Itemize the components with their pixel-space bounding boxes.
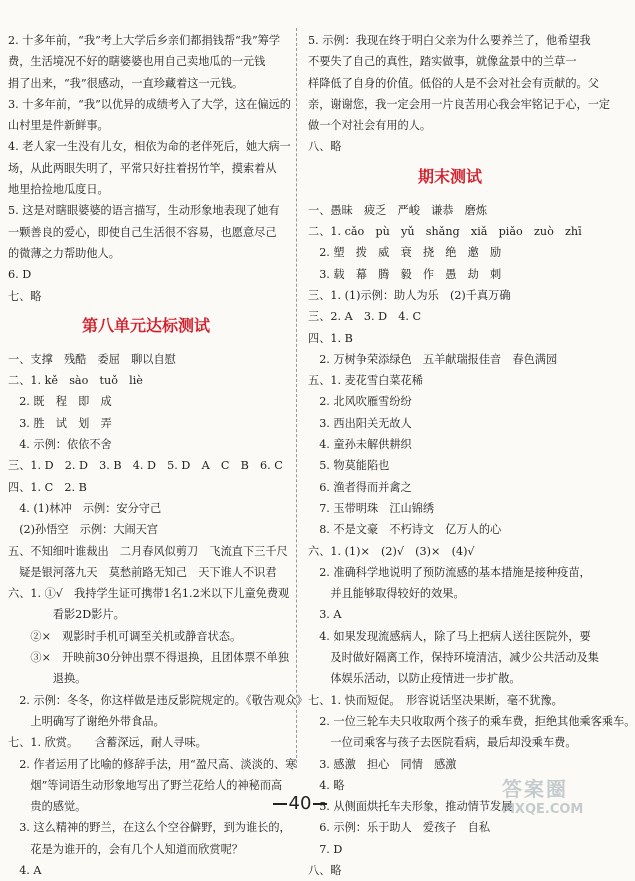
- answer-line: 亲，谢谢您，我一定会用一片良苦用心我会牢铭记于心，一定: [308, 97, 611, 111]
- answer-line: 并且能够取得较好的效果。: [308, 587, 465, 601]
- answer-line: 5. 这是对瞎眼婆婆的语言描写，生动形象地表现了她有: [8, 204, 280, 218]
- left-section-answers: [8, 30, 291, 307]
- answer-line: 4. 略: [308, 778, 345, 792]
- answer-line: 八、略: [308, 863, 342, 877]
- answer-line: 4. (1)林冲 示例：安分守己: [8, 501, 162, 515]
- right-column: [308, 30, 635, 881]
- answer-line: 6. 渔者得而并禽之: [308, 480, 412, 494]
- answer-line: 7. D: [308, 842, 343, 856]
- answer-line: ③× 开映前30分钟出票不得退换，且团体票不单独: [8, 651, 289, 665]
- answer-line: 看影2D影片。: [8, 608, 125, 622]
- answer-line: 捐了出来，“我”很感动，一直珍藏着这一元钱。: [8, 76, 244, 90]
- answer-line: 体娱乐活动，以防止疫情进一步扩散。: [308, 672, 521, 686]
- answer-line: 场，从此两眼失明了，平常只好拄着拐竹竿，摸索着从: [8, 161, 277, 175]
- answer-line: 2. 示例：冬冬，你这样做是违反影院规定的。《敬告观众》: [8, 693, 308, 707]
- answer-line: 4. 童孙未解供耕织: [308, 438, 412, 452]
- answer-line: 二、1. kě sào tuǒ liè: [8, 374, 143, 388]
- answer-line: 3. A: [308, 608, 342, 622]
- answer-line: 7. 玉带明珠 江山锦绣: [308, 501, 435, 515]
- answer-line: 六、1. (1)× (2)√ (3)× (4)√: [308, 544, 475, 558]
- answer-line: 3. 十多年前，“我”以优异的成绩考入了大学，这在偏远的: [8, 97, 291, 111]
- answer-line: 地里拾捡地瓜度日。: [8, 183, 109, 197]
- answer-line: 的微薄之力帮助他人。: [8, 246, 120, 260]
- answer-line: 做一个对社会有用的人。: [308, 119, 432, 133]
- answer-line: 六、1. ①√ 我持学生证可携带1名1.2米以下儿童免费观: [8, 587, 290, 601]
- answer-line: 上明确写了谢绝外带食品。: [8, 714, 165, 728]
- answer-line: 2. 既 程 即 成: [8, 395, 112, 409]
- answer-line: 八、略: [308, 140, 342, 154]
- watermark-bottom: MXQE.COM: [502, 802, 584, 817]
- answer-line: 3. 西出阳关无故人: [308, 416, 412, 430]
- answer-line: 四、1. B: [308, 331, 353, 345]
- unit-eight-title: 第八单元达标测试: [81, 315, 210, 335]
- answer-line: 一、支撑 残酷 委屈 聊以自慰: [8, 352, 176, 366]
- answer-line: 2. 塑 拨 威 衰 挠 绝 邀 励: [308, 246, 502, 260]
- answer-line: 花是为谁开的，会有几个人知道而欣赏呢？: [8, 842, 243, 856]
- answer-line: 三、2. A 3. D 4. C: [308, 310, 422, 324]
- answer-line: 6. D: [8, 268, 32, 282]
- answer-line: 及时做好隔离工作，保持环境清洁，减少公共活动及集: [308, 651, 599, 665]
- answer-line: 5. 示例：我现在终于明白父亲为什么要养兰了，他希望我: [308, 34, 591, 47]
- answer-line: 3. 感激 担心 同情 感激: [308, 757, 457, 771]
- answer-line: 8. 不是文豪 不朽诗文 亿万人的心: [308, 523, 502, 537]
- watermark-logo: [502, 773, 592, 823]
- answer-line: 五、不知细叶谁裁出 二月春风似剪刀 飞流直下三千尺: [8, 544, 288, 558]
- answer-line: 2. 作者运用了比喻的修辞手法，用“盈尺高、淡淡的、寒: [8, 757, 297, 771]
- answer-line: 七、1. 欣赏。 含蓄深远，耐人寻味。: [8, 736, 207, 750]
- answer-line: 费，生活境况不好的瞎婆婆也用自己卖地瓜的一元钱: [8, 55, 266, 69]
- answer-line: 二、1. cǎo pù yǔ shǎng xiǎ piǎo zuò zhī: [308, 225, 582, 239]
- answer-line: 3. 这么精神的野兰，在这么个空谷僻野，到为谁长的，: [8, 821, 291, 835]
- answer-line: 样降低了自身的价值。低俗的人是不会对社会有贡献的。父: [308, 76, 599, 90]
- answer-line: 4. A: [8, 863, 42, 877]
- answer-line: 不要失了自己的真性，踏实做事，就像盆景中的兰草一: [308, 55, 577, 69]
- answer-line: 七、1. 快而短促。 形容说话坚决果断，毫不犹豫。: [308, 693, 563, 707]
- watermark-top: 答案圈: [502, 777, 568, 801]
- answer-line: 七、略: [8, 289, 42, 303]
- answer-line: (2)孙悟空 示例：大闹天宫: [8, 523, 159, 537]
- answer-line: 退换。: [8, 672, 87, 686]
- answer-line: 2. 万树争荣添绿色 五羊献瑞报佳音 春色满园: [308, 352, 558, 366]
- answer-line: 三、1. D 2. D 3. B 4. D 5. D A C B 6. C: [8, 459, 283, 473]
- answer-line: ②× 观影时手机可调至关机或静音状态。: [8, 629, 242, 643]
- answer-line: 四、1. C 2. B: [8, 480, 87, 494]
- final-test-title: 期末测试: [417, 166, 482, 186]
- answer-line: 4. 如果发现流感病人，除了马上把病人送往医院外，要: [308, 629, 591, 643]
- answer-line: 2. 十多年前，“我”考上大学后乡亲们都捐钱帮“我”筹学: [8, 34, 281, 47]
- answer-line: 4. 老人家一生没有儿女，相依为命的老伴死后，她大病一: [8, 140, 291, 154]
- answer-line: 五、1. 麦花雪白菜花稀: [308, 374, 423, 388]
- answer-line: 一位司乘客与孩子去医院看病，最后却没乘车费。: [308, 736, 577, 750]
- answer-line: 2. 北风吹雁雪纷纷: [308, 395, 412, 409]
- answer-line: 一颗善良的爱心，即使自己生活很不容易，也愿意尽己: [8, 225, 277, 239]
- answer-line: 6. 示例：乐于助人 爱孩子 自私: [308, 821, 491, 835]
- answer-line: 疑是银河落九天 莫愁前路无知己 天下谁人不识君: [8, 565, 277, 579]
- answer-line: 山村里是件新鲜事。: [8, 119, 109, 133]
- answer-line: 4. 示例：依依不舍: [8, 438, 112, 452]
- page-number: 40: [0, 793, 600, 814]
- column-divider: [296, 28, 297, 768]
- answer-line: 烟”等词语生动形象地写出了野兰花给人的神秘而高: [8, 778, 283, 792]
- answer-line: 5. 从侧面烘托车夫形象，推动情节发展: [308, 800, 513, 814]
- answer-line: 2. 一位三轮车夫只收取两个孩子的乘车费，拒绝其他乘客乘车。: [308, 714, 635, 728]
- right-section-answers: [308, 30, 611, 158]
- answer-line: 3. 胜 试 划 弄: [8, 416, 112, 430]
- answer-line: 3. 载 幕 腾 毅 作 愚 劫 刺: [308, 267, 502, 281]
- answer-line: 一、愚昧 疲乏 严峻 谦恭 磨炼: [308, 203, 488, 217]
- answer-line: 贵的感觉。: [8, 800, 87, 814]
- answer-line: 三、1. (1)示例：助人为乐 (2)千真万确: [308, 288, 511, 302]
- answer-line: 2. 准确科学地说明了预防流感的基本措施是接种疫苗，: [308, 565, 591, 579]
- answer-line: 5. 物莫能陷也: [308, 459, 390, 473]
